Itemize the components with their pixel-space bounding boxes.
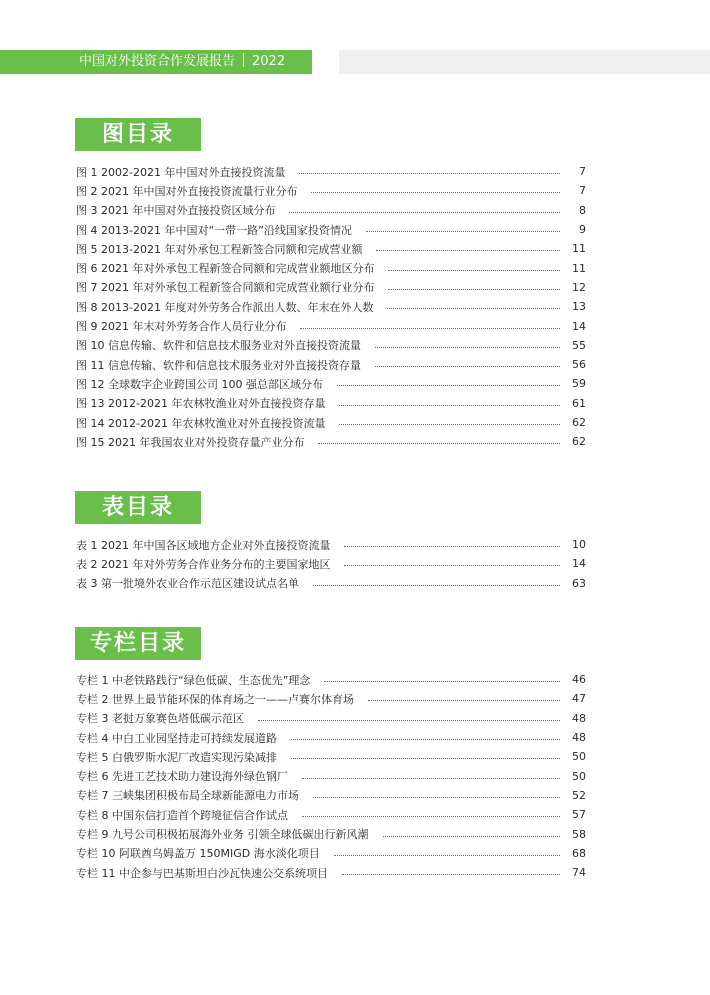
dot-leader	[375, 366, 560, 367]
dot-leader	[342, 874, 560, 875]
dot-leader	[324, 681, 560, 682]
toc-entry[interactable]	[76, 824, 586, 843]
toc-entry-page: 47	[572, 692, 586, 706]
toc-entry-label: 图 9 2021 年末对外劳务合作人员行业分布	[76, 320, 287, 334]
toc-entry[interactable]	[76, 535, 586, 554]
dot-leader	[337, 385, 560, 386]
dot-leader	[291, 739, 560, 740]
toc-entry[interactable]	[76, 728, 586, 747]
report-year: 2022	[252, 54, 286, 69]
dot-leader	[383, 836, 561, 837]
toc-entry[interactable]	[76, 297, 586, 316]
toc-entry-page: 68	[572, 846, 586, 860]
toc-entry[interactable]	[76, 181, 586, 200]
toc-entry[interactable]	[76, 201, 586, 220]
dot-leader	[311, 192, 560, 193]
running-header	[0, 50, 312, 74]
dot-leader	[299, 173, 560, 174]
toc-entry[interactable]	[76, 374, 586, 393]
toc-entry-label: 专栏 4 中白工业园坚持走可持续发展道路	[76, 731, 277, 745]
report-title: 中国对外投资合作发展报告	[79, 54, 236, 69]
toc-entry-page: 11	[572, 242, 586, 256]
toc-entry-page: 52	[572, 788, 586, 802]
toc-entry[interactable]	[76, 394, 586, 413]
toc-entry-page: 7	[579, 184, 586, 198]
toc-entry[interactable]	[76, 554, 586, 573]
toc-entry-label: 图 15 2021 年我国农业对外投资存量产业分布	[76, 435, 305, 449]
toc-entry[interactable]	[76, 239, 586, 258]
dot-leader	[339, 405, 560, 406]
toc-entry[interactable]	[76, 336, 586, 355]
toc-entry[interactable]	[76, 258, 586, 277]
toc-entry[interactable]	[76, 670, 586, 689]
toc-entry-page: 56	[572, 358, 586, 372]
toc-entry-page: 50	[572, 769, 586, 783]
toc-entry-label: 专栏 3 老挝万象赛色塔低碳示范区	[76, 712, 244, 726]
toc-entry-page: 48	[572, 731, 586, 745]
toc-entry-label: 专栏 7 三峡集团积极布局全球新能源电力市场	[76, 789, 299, 803]
toc-entry-label: 表 2 2021 年对外劳务合作业务分布的主要国家地区	[76, 557, 331, 571]
toc-entry-label: 图 1 2002-2021 年中国对外直接投资流量	[76, 165, 286, 179]
toc-entry-page: 8	[579, 203, 586, 217]
toc-entry[interactable]	[76, 863, 586, 882]
toc-entry-page: 7	[579, 165, 586, 179]
toc-entry-label: 专栏 2 世界上最节能环保的体育场之一——卢赛尔体育场	[76, 692, 354, 706]
toc-entry-page: 62	[572, 435, 586, 449]
toc-entry[interactable]	[76, 747, 586, 766]
dot-leader	[300, 328, 560, 329]
dot-leader	[302, 816, 560, 817]
toc-entry[interactable]	[76, 278, 586, 297]
toc-entry-label: 专栏 6 先进工艺技术助力建设海外绿色钢厂	[76, 770, 288, 784]
toc-entry-label: 图 5 2013-2021 年对外承包工程新签合同额和完成营业额	[76, 242, 363, 256]
columns-section-title: 专栏目录	[75, 627, 201, 660]
toc-entry[interactable]	[76, 709, 586, 728]
toc-entry-label: 专栏 5 白俄罗斯水泥厂改造实现污染减排	[76, 750, 277, 764]
toc-entry-label: 专栏 8 中国东信打造首个跨境征信合作试点	[76, 808, 288, 822]
dot-leader	[344, 546, 560, 547]
toc-entry[interactable]	[76, 162, 586, 181]
toc-entry-page: 55	[572, 338, 586, 352]
dot-leader	[368, 700, 560, 701]
toc-entry-page: 57	[572, 808, 586, 822]
toc-entry-label: 图 6 2021 年对外承包工程新签合同额和完成营业额地区分布	[76, 262, 375, 276]
toc-entry-label: 专栏 11 中企参与巴基斯坦白沙瓦快速公交系统项目	[76, 866, 328, 880]
toc-entry[interactable]	[76, 689, 586, 708]
toc-entry[interactable]	[76, 805, 586, 824]
dot-leader	[388, 270, 560, 271]
dot-leader	[376, 250, 560, 251]
dot-leader	[291, 758, 560, 759]
toc-entry-page: 9	[579, 223, 586, 237]
dot-leader	[339, 424, 560, 425]
header-gray-band	[339, 50, 710, 74]
toc-entry-label: 图 8 2013-2021 年度对外劳务合作派出人数、年末在外人数	[76, 300, 374, 314]
dot-leader	[258, 720, 560, 721]
toc-entry-page: 74	[572, 866, 586, 880]
columns-list	[76, 670, 586, 882]
dot-leader	[344, 565, 560, 566]
toc-entry-label: 图 3 2021 年中国对外直接投资区域分布	[76, 204, 276, 218]
dot-leader	[302, 778, 560, 779]
toc-entry-label: 图 12 全球数字企业跨国公司 100 强总部区域分布	[76, 377, 323, 391]
toc-entry-page: 46	[572, 673, 586, 687]
figures-list	[76, 162, 586, 451]
toc-entry[interactable]	[76, 355, 586, 374]
toc-entry[interactable]	[76, 786, 586, 805]
toc-entry-page: 50	[572, 750, 586, 764]
toc-entry-page: 12	[572, 280, 586, 294]
toc-entry-page: 14	[572, 319, 586, 333]
dot-leader	[388, 289, 560, 290]
toc-entry-page: 62	[572, 416, 586, 429]
toc-entry[interactable]	[76, 220, 586, 239]
toc-entry-label: 专栏 9 九号公司积极拓展海外业务 引领全球低碳出行新风潮	[76, 828, 369, 842]
toc-entry-label: 图 10 信息传输、软件和信息技术服务业对外直接投资流量	[76, 339, 361, 353]
toc-entry[interactable]	[76, 766, 586, 785]
toc-entry[interactable]	[76, 574, 586, 593]
toc-entry-label: 专栏 10 阿联酋乌姆盖万 150MIGD 海水淡化项目	[76, 847, 320, 861]
dot-leader	[375, 347, 560, 348]
toc-entry-page: 14	[572, 557, 586, 571]
toc-entry-label: 表 1 2021 年中国各区域地方企业对外直接投资流量	[76, 538, 331, 552]
toc-entry-label: 图 14 2012-2021 年农林牧渔业对外直接投资流量	[76, 416, 326, 430]
dot-leader	[313, 585, 560, 586]
tables-section-title: 表目录	[75, 491, 201, 524]
figures-section-title: 图目录	[75, 118, 201, 151]
toc-entry-page: 58	[572, 827, 586, 841]
toc-entry[interactable]	[76, 316, 586, 335]
toc-entry-label: 图 7 2021 年对外承包工程新签合同额和完成营业额行业分布	[76, 281, 375, 295]
toc-entry-page: 59	[572, 377, 586, 391]
toc-entry-label: 表 3 第一批境外农业合作示范区建设试点名单	[76, 577, 299, 591]
dot-leader	[313, 797, 560, 798]
toc-entry-page: 11	[572, 261, 586, 275]
toc-entry-label: 图 13 2012-2021 年农林牧渔业对外直接投资存量	[76, 397, 326, 411]
toc-entry-page: 61	[572, 396, 586, 410]
toc-entry-label: 图 11 信息传输、软件和信息技术服务业对外直接投资存量	[76, 358, 361, 372]
toc-entry-page: 63	[572, 576, 586, 590]
toc-entry[interactable]	[76, 432, 586, 451]
toc-entry-page: 13	[572, 300, 586, 314]
toc-entry-label: 图 2 2021 年中国对外直接投资流量行业分布	[76, 184, 298, 198]
dot-leader	[289, 212, 560, 213]
dot-leader	[334, 855, 560, 856]
dot-leader	[387, 308, 560, 309]
dot-leader	[366, 231, 560, 232]
dot-leader	[318, 443, 560, 444]
toc-entry-label: 图 4 2013-2021 年中国对“一带一路”沿线国家投资情况	[76, 223, 352, 237]
toc-entry[interactable]	[76, 844, 586, 863]
toc-entry-page: 10	[572, 538, 586, 552]
header-divider	[243, 53, 244, 67]
toc-entry-label: 专栏 1 中老铁路践行“绿色低碳、生态优先”理念	[76, 673, 311, 687]
tables-list	[76, 535, 586, 593]
toc-entry[interactable]	[76, 413, 586, 432]
toc-entry-page: 48	[572, 711, 586, 725]
